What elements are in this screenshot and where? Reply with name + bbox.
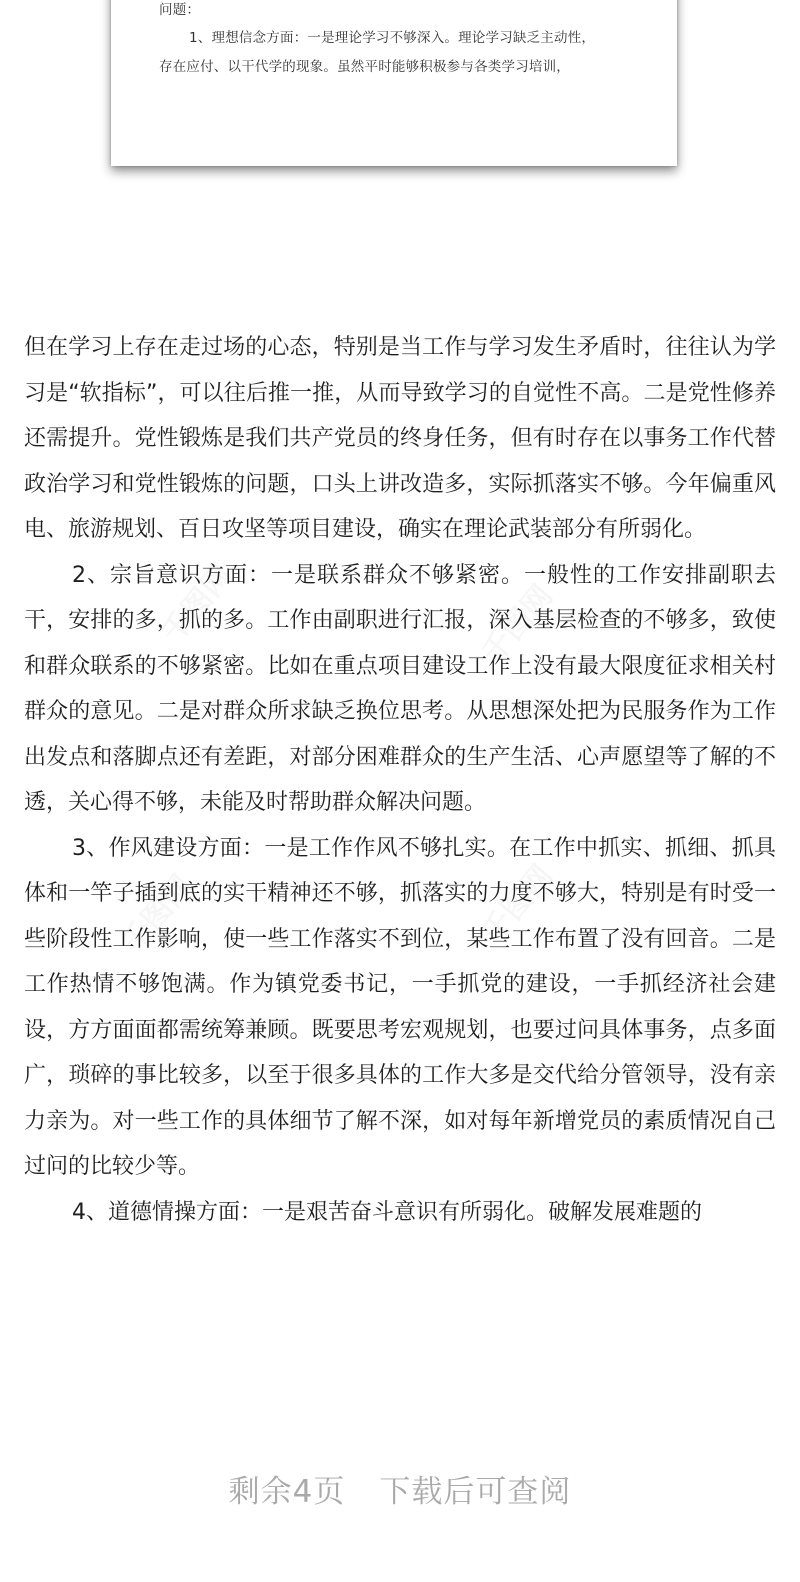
download-prompt[interactable] (0, 1466, 800, 1511)
paragraph-work-style: 3、作风建设方面：一是工作作风不够扎实。在工作中抓实、抓细、抓具体和一竿子插到底的实干精神还不够，抓落实的力度不够大，特别是有时受一些阶段性工作影响，使一些工作落实不到位，某些工作布置了没有回音。二是工作热情不够饱满。作为镇党委书记，一手抓党的建设，一手抓经济社会建设，方方面面都需统筹兼顾。既要思考宏观规划，也要过问具体事务，点多面广，琐碎的事比较多，以至于很多具体的工作大多是交代给分管领导，没有亲力亲为。对一些工作的具体细节了解不深，如对每年新增党员的素质情况自己过问的比较少等。 (24, 835, 776, 1179)
preview-line: 存在应付、以干代学的现象。虽然平时能够积极参与各类学习培训， (159, 59, 570, 75)
paragraph-purpose-awareness: 2、宗旨意识方面：一是联系群众不够紧密。一般性的工作安排副职去干，安排的多，抓的多。工作由副职进行汇报，深入基层检查的不够多，致使和群众联系的不够紧密。比如在重点项目建设工作上没有最大限度征求相关村群众的意见。二是对群众所求缺乏换位思考。从思想深处把为民服务作为工作出发点和落脚点还有差距，对部分困难群众的生产生活、心声愿望等了解的不透，关心得不够，未能及时帮助群众解决问题。 (24, 562, 776, 815)
preview-line: 问题： (159, 2, 201, 18)
document-body (24, 325, 776, 1235)
paragraph-moral-character: 4、道德情操方面：一是艰苦奋斗意识有所弱化。破解发展难题的 (72, 1199, 702, 1225)
paragraph-continuation: 但在学习上存在走过场的心态，特别是当工作与学习发生矛盾时，往往认为学习是“软指标”，可以往后推一推，从而导致学习的自觉性不高。二是党性修养还需提升。党性锻炼是我们共产党员的终身任务，但有时存在以事务工作代替政治学习和党性锻炼的问题，口头上讲改造多，实际抓落实不够。今年偏重风电、旅游规划、百日攻坚等项目建设，确实在理论武装部分有所弱化。 (24, 335, 776, 542)
download-to-view-label: 下载后可查阅 (379, 1474, 572, 1510)
document-preview-card (111, 0, 677, 166)
remaining-pages-label: 剩余4页 (228, 1474, 346, 1510)
preview-line: 1、理想信念方面：一是理论学习不够深入。理论学习缺乏主动性， (189, 30, 596, 46)
